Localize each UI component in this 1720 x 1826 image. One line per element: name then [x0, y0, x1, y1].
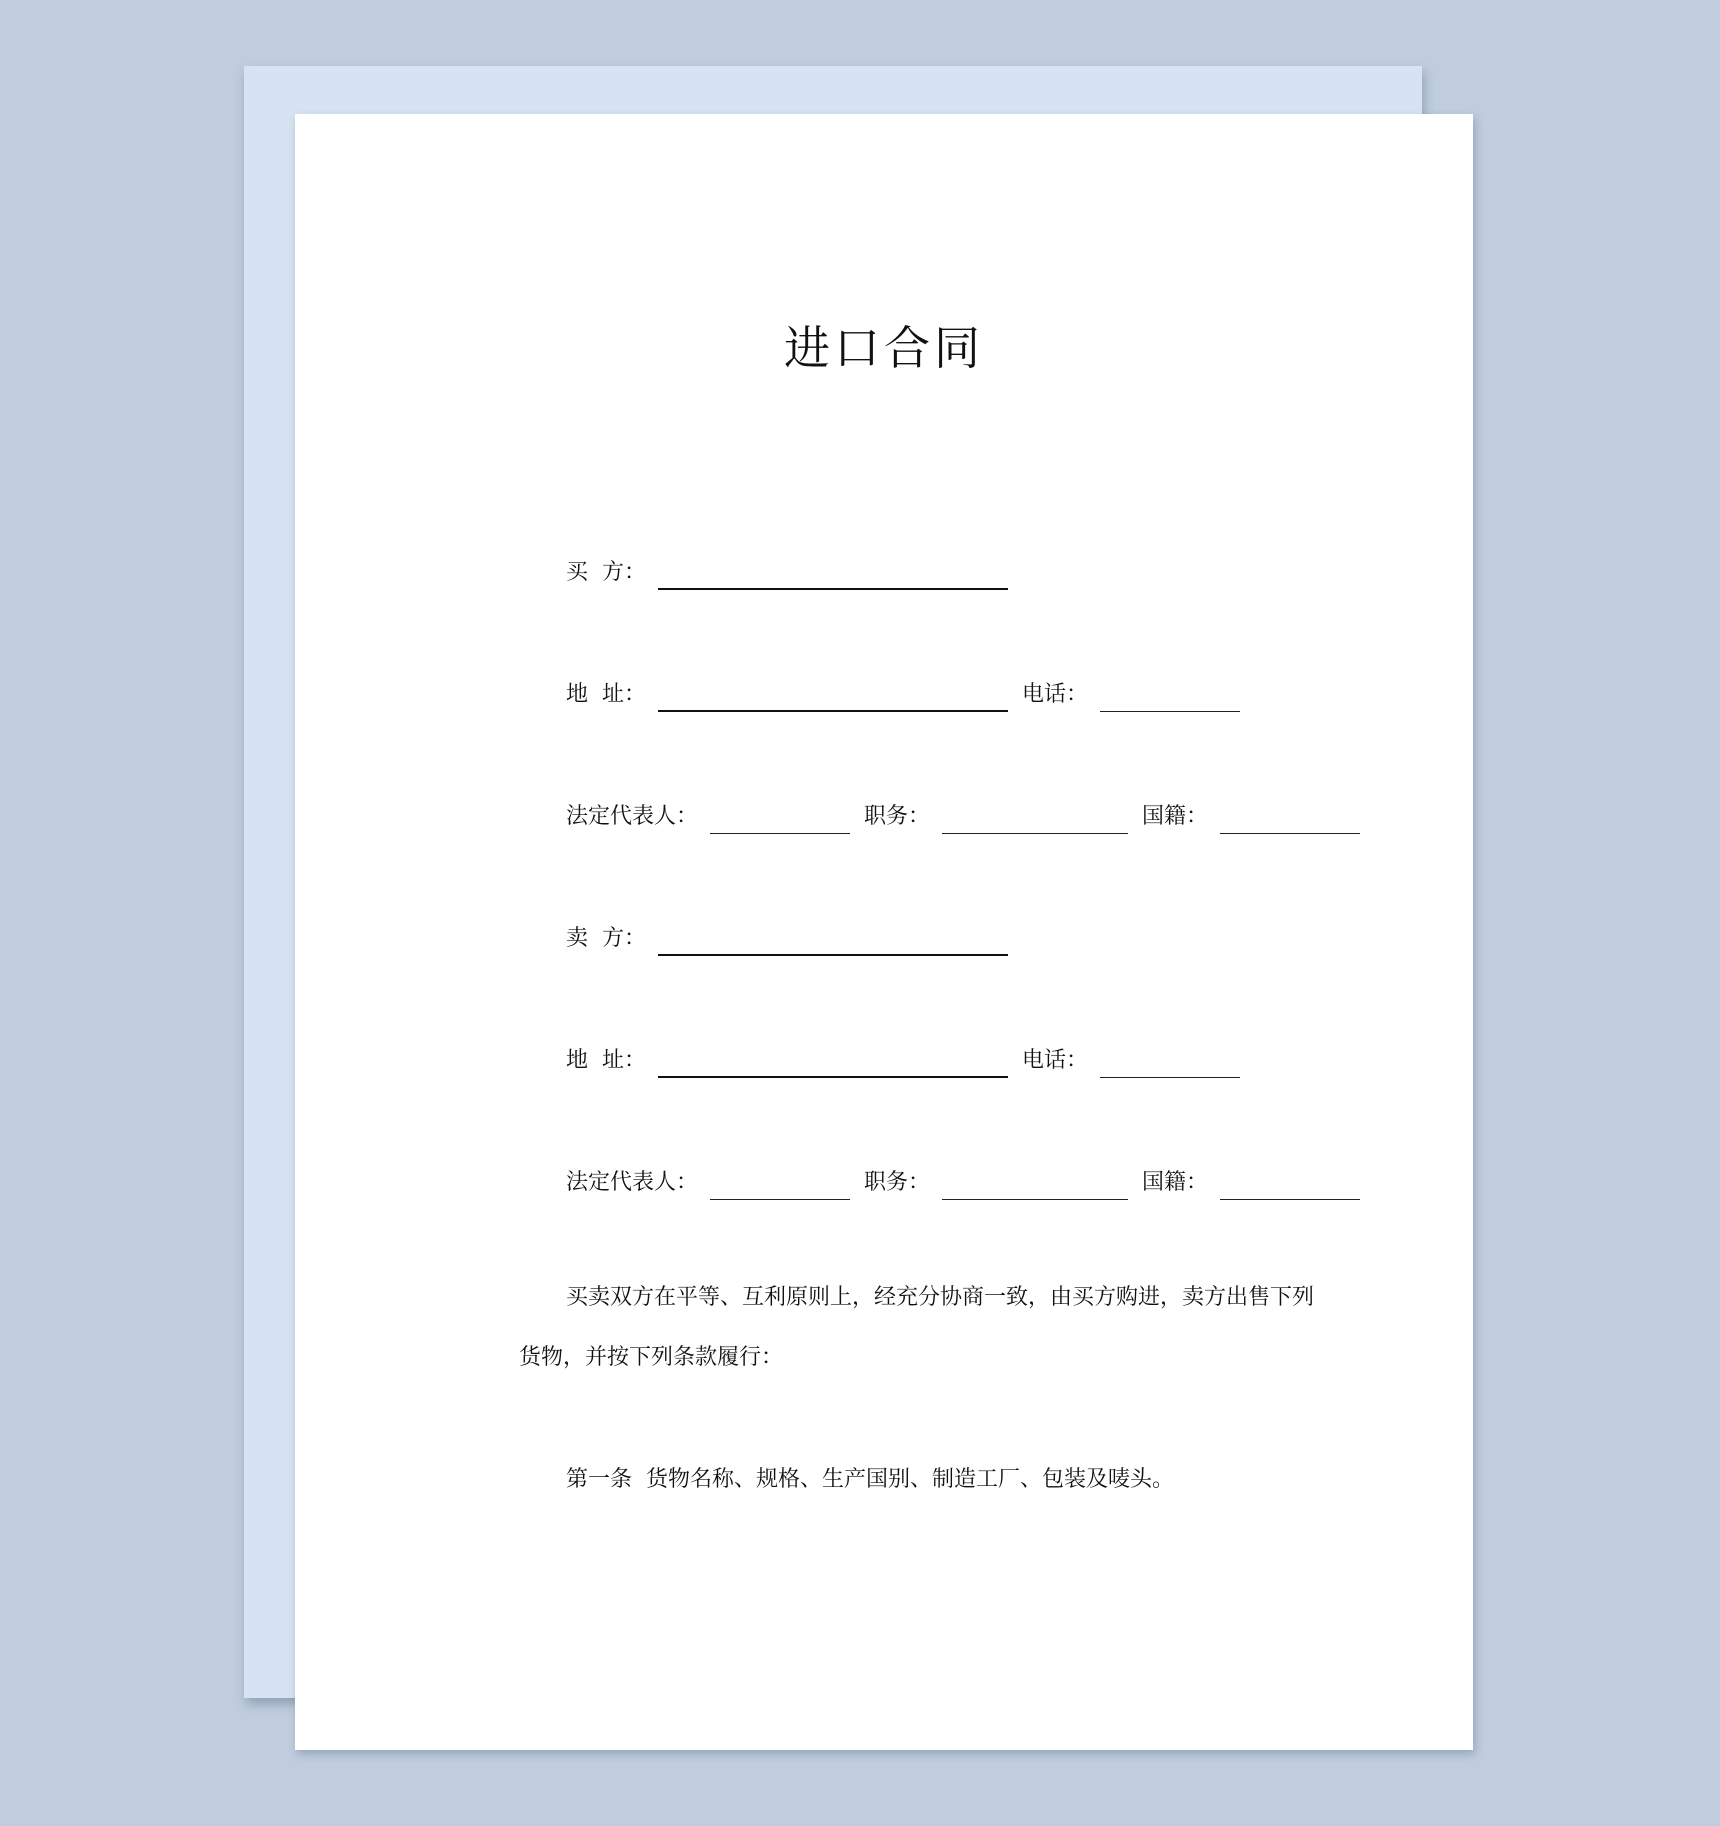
buyer-nationality-label: 国籍：: [1142, 804, 1209, 829]
seller-party-field[interactable]: [658, 926, 1008, 956]
seller-address-label: 地 址：: [566, 1048, 646, 1073]
buyer-party-field[interactable]: [658, 560, 1008, 590]
buyer-rep-label: 法定代表人：: [566, 804, 699, 829]
buyer-address-label: 地 址：: [566, 682, 646, 707]
seller-nationality-label: 国籍：: [1142, 1170, 1209, 1195]
article-1-text: 第一条 货物名称、规格、生产国别、制造工厂、包装及唛头。: [566, 1467, 1174, 1492]
buyer-position-field[interactable]: [942, 805, 1128, 834]
seller-representative-row: [566, 1160, 1360, 1200]
seller-position-label: 职务：: [864, 1170, 931, 1195]
document-title: 进口合同: [784, 321, 984, 375]
article-1: [519, 1450, 1379, 1510]
seller-rep-field[interactable]: [710, 1171, 850, 1200]
intro-line-1: [519, 1268, 1379, 1328]
seller-rep-label: 法定代表人：: [566, 1170, 699, 1195]
buyer-phone-field[interactable]: [1100, 683, 1240, 712]
buyer-party-row: [566, 550, 1008, 590]
buyer-rep-field[interactable]: [710, 805, 850, 834]
buyer-position-label: 职务：: [864, 804, 931, 829]
seller-party-row: [566, 916, 1008, 956]
document-page: [295, 114, 1473, 1750]
buyer-address-field[interactable]: [658, 682, 1008, 712]
seller-nationality-field[interactable]: [1220, 1171, 1360, 1200]
seller-address-field[interactable]: [658, 1048, 1008, 1078]
buyer-address-row: [566, 672, 1240, 712]
intro-line-1-text: 买卖双方在平等、互利原则上，经充分协商一致，由买方购进，卖方出售下列: [566, 1285, 1315, 1310]
seller-phone-field[interactable]: [1100, 1049, 1240, 1078]
buyer-phone-label: 电话：: [1022, 682, 1089, 707]
seller-phone-label: 电话：: [1022, 1048, 1089, 1073]
buyer-party-label: 买 方：: [566, 560, 646, 585]
intro-line-2: 货物，并按下列条款履行：: [519, 1345, 784, 1370]
intro-paragraph: [519, 1268, 1379, 1388]
buyer-representative-row: [566, 794, 1360, 834]
buyer-nationality-field[interactable]: [1220, 805, 1360, 834]
seller-position-field[interactable]: [942, 1171, 1128, 1200]
seller-party-label: 卖 方：: [566, 926, 646, 951]
seller-address-row: [566, 1038, 1240, 1078]
